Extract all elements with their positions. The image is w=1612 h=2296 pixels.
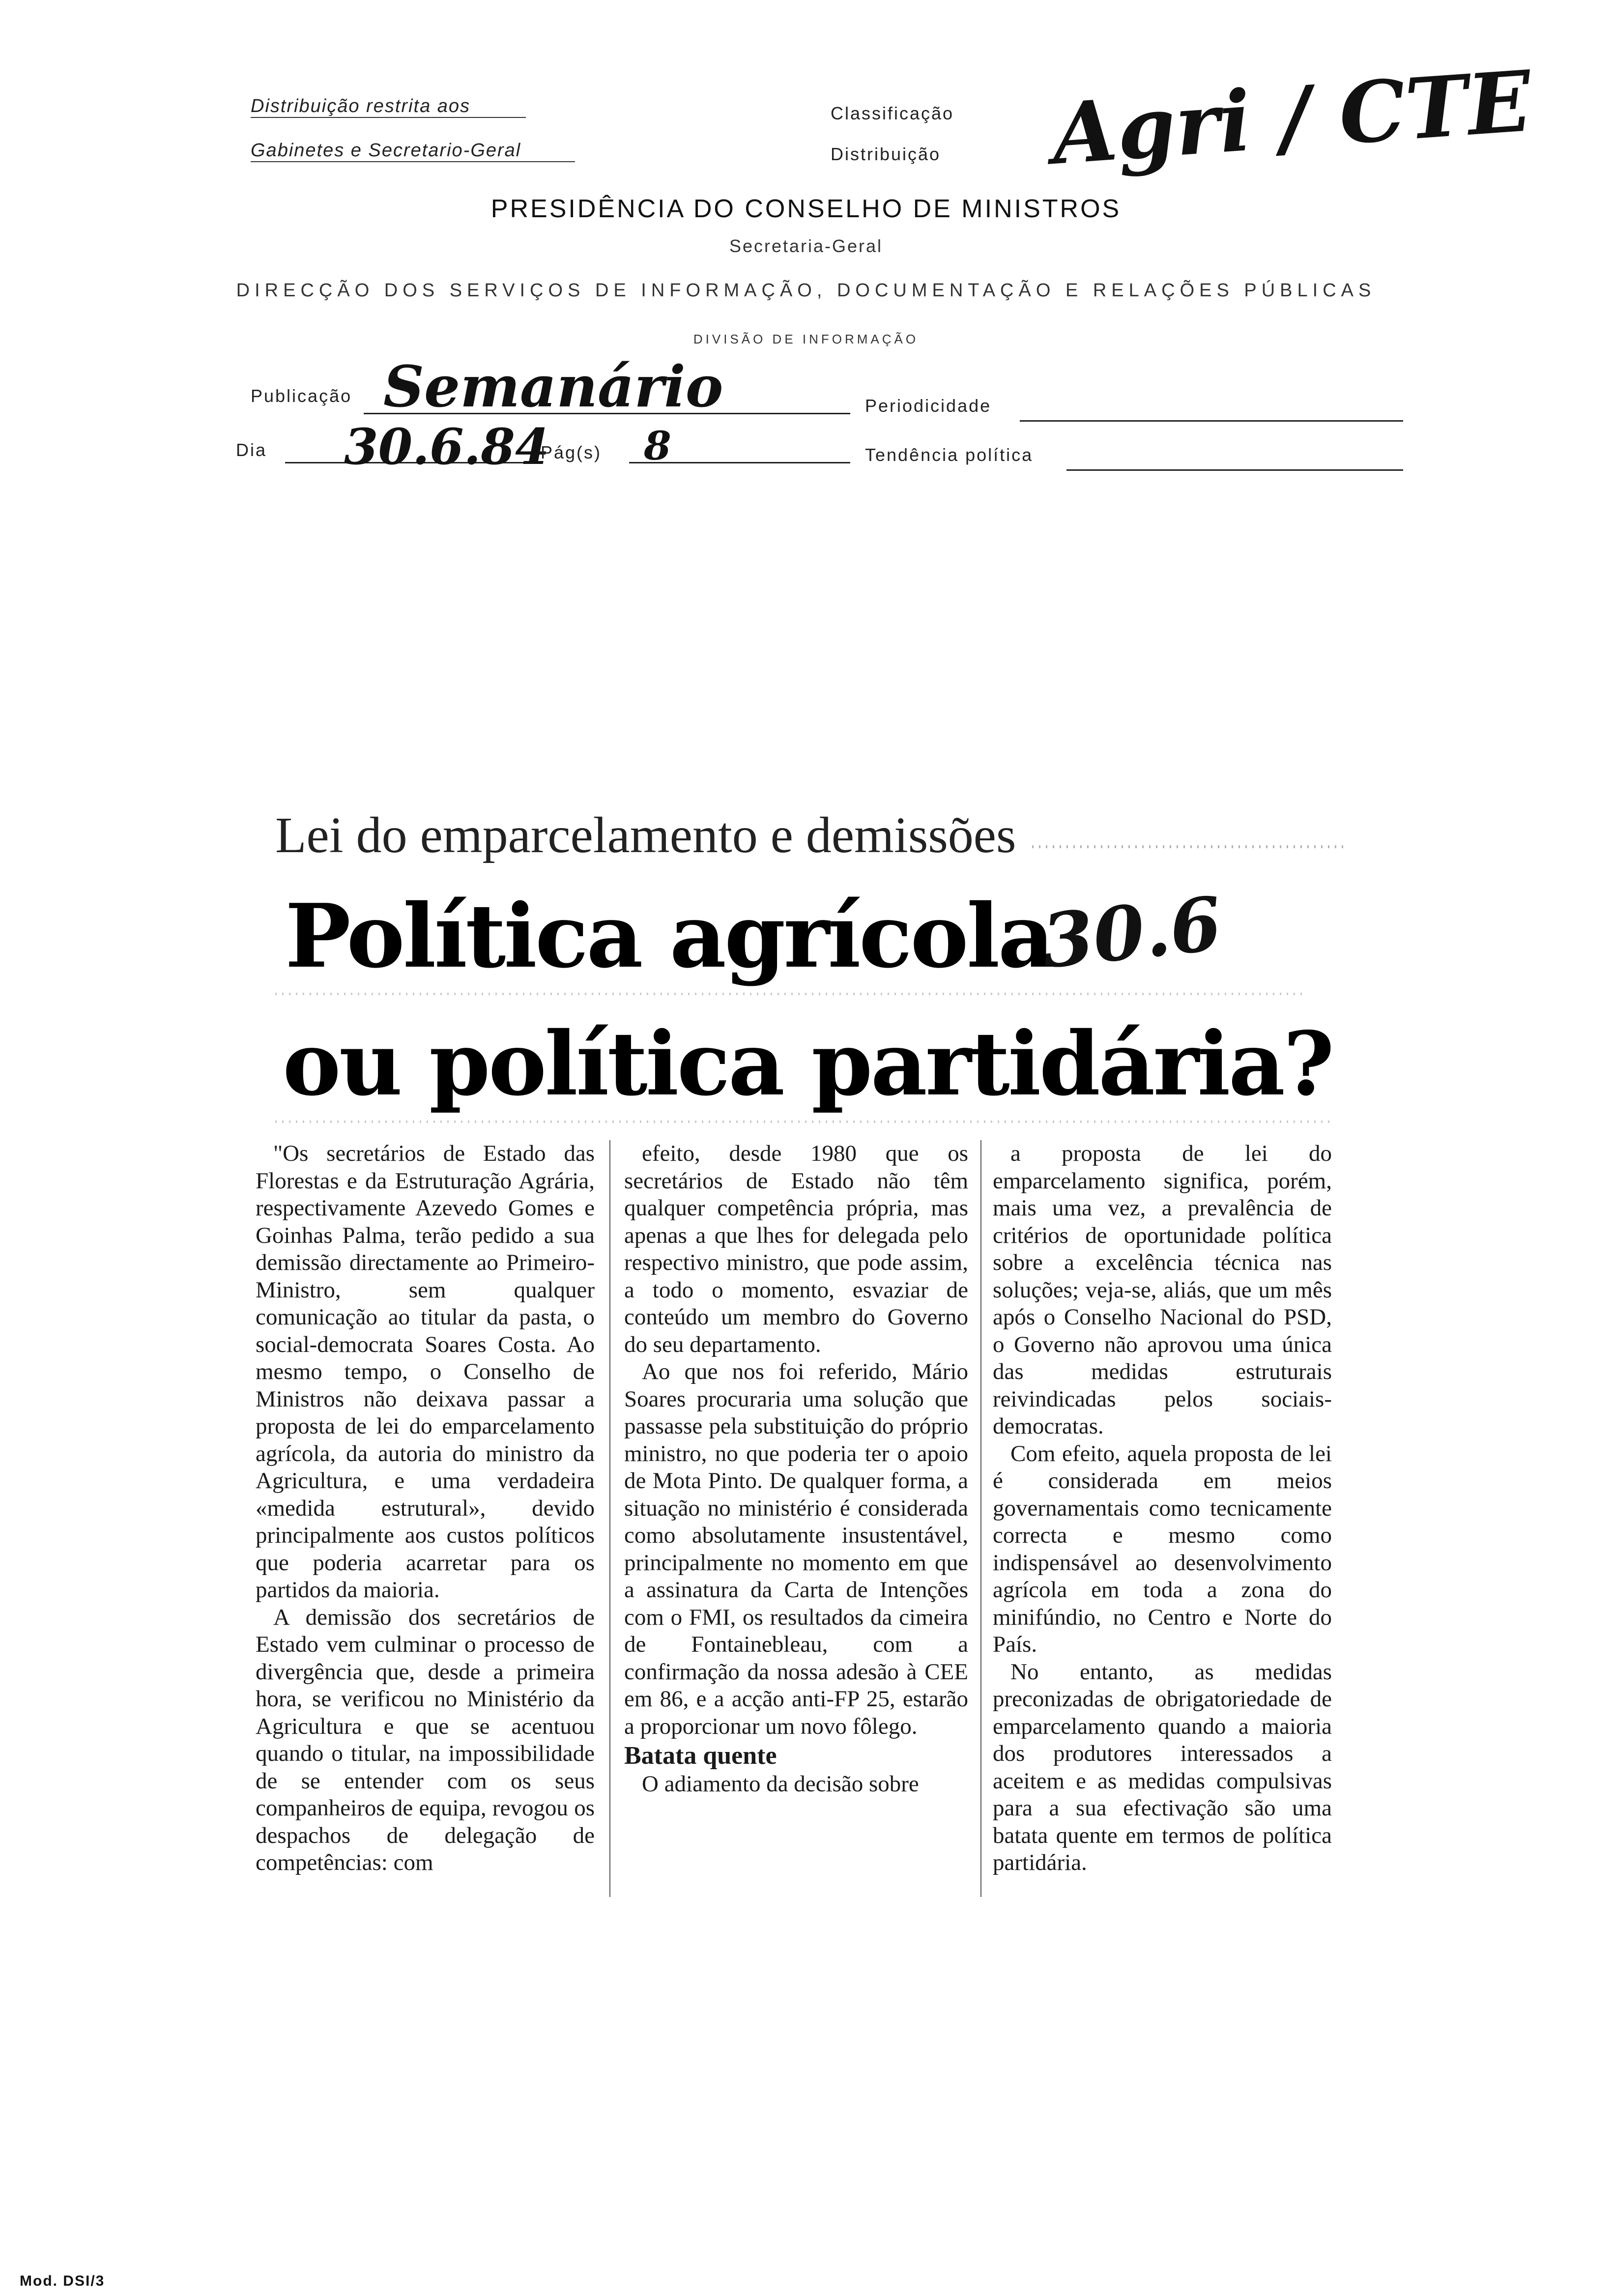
paragraph: A demissão dos secretários de Estado vem culminar o processo de divergência que, desde a primeira hora, se verificou no Ministério da Agricultura e que se acentuou quando o titular, na impossibilidade de se entender com os seus companheiros de equipa, revogou os despachos de delegação de competências: com [256, 1604, 595, 1875]
pags-value: 8 [644, 423, 671, 469]
classificacao-label: Classificação [831, 103, 954, 123]
article-kicker: Lei do emparcelamento e demissões [275, 807, 1016, 863]
headline-line-1: Política agrícola [285, 885, 1053, 987]
pags-label: Pág(s) [541, 442, 602, 462]
publicacao-label: Publicação [251, 386, 352, 406]
distribution-line-2: Gabinetes e Secretario-Geral [251, 140, 575, 162]
distribuicao-label: Distribuição [831, 144, 941, 164]
dia-label: Dia [236, 440, 267, 460]
periodicidade-line [1020, 420, 1403, 422]
headline-line-2: ou política partidária? [283, 1012, 1333, 1115]
paragraph: Com efeito, aquela proposta de lei é considerada em meios governamentais como tecnicamente correcta e mesmo como indispensável ao desenvolvimento agrícola em toda a zona do minifúndio, no Centro e Norte do País. [993, 1440, 1332, 1657]
scan-noise [1032, 845, 1347, 848]
publicacao-value: Semanário [383, 354, 723, 420]
article-column-1 [256, 1140, 595, 1877]
paragraph: a proposta de lei do emparcelamento significa, porém, mais uma vez, a prevalência de critérios de oportunidade política sobre a excelência técnica nas soluções; veja-se, aliás, que um mês após o Conselho Nacional do PSD, o Governo não aprovou uma única das medidas estruturais reivindicadas pelos sociais-democratas. [993, 1141, 1332, 1439]
article-column-2 [624, 1140, 968, 1798]
org-subtitle: Secretaria-Geral [729, 236, 883, 256]
subhead: Batata quente [624, 1742, 777, 1770]
periodicidade-label: Periodicidade [865, 396, 992, 416]
handwritten-date-mark: 30.6 [1037, 880, 1226, 985]
form-model-code: Mod. DSI/3 [20, 2273, 105, 2289]
directorate: DIRECÇÃO DOS SERVIÇOS DE INFORMAÇÃO, DOCUMENTAÇÃO E RELAÇÕES PÚBLICAS [236, 280, 1376, 301]
paragraph: O adiamento da decisão sobre [642, 1771, 919, 1797]
article-column-3 [993, 1140, 1332, 1877]
column-divider [609, 1140, 610, 1897]
paragraph: efeito, desde 1980 que os secretários de Estado não têm qualquer competência própria, mas apenas a que lhes for delegada pelo respectivo ministro, que pode assim, a todo o momento, esvaziar de conteúdo um membro do Governo do seu departamento. [624, 1141, 968, 1357]
tendencia-line [1066, 469, 1403, 471]
distribution-line-1: Distribuição restrita aos [251, 96, 526, 118]
tendencia-label: Tendência política [865, 445, 1034, 465]
division: DIVISÃO DE INFORMAÇÃO [693, 332, 919, 346]
paragraph: No entanto, as medidas preconizadas de obrigatoriedade de emparcelamento quando a maioria dos produtores interessados a aceitem e as medidas compulsivas para a sua efectivação são uma batata quente em termos de política partidária. [993, 1659, 1332, 1875]
scan-noise [275, 1120, 1332, 1123]
paragraph: "Os secretários de Estado das Florestas e da Estruturação Agrária, respectivamente Azevedo Gomes e Goinhas Palma, terão pedido a sua demissão directamente ao Primeiro-Ministro, sem qualquer comunicação ao titular da pasta, o social-democrata Soares Costa. Ao mesmo tempo, o Conselho de Ministros não deixava passar a proposta de lei do emparcelamento agrícola, da autoria do ministro da Agricultura, e uma verdadeira «medida estrutural», devido principalmente aos custos políticos que poderia acarretar para os partidos da maioria. [256, 1141, 595, 1603]
scan-noise [275, 993, 1307, 995]
column-divider [980, 1140, 981, 1897]
handwritten-routing: Agri / CTE [1049, 52, 1535, 184]
dia-value: 30.6.84 [344, 418, 549, 476]
org-title: PRESIDÊNCIA DO CONSELHO DE MINISTROS [490, 195, 1122, 223]
paragraph: Ao que nos foi referido, Mário Soares procuraria uma solução que passasse pela substituição do próprio ministro, no que poderia ter o apoio de Mota Pinto. De qualquer forma, a situação no ministério é considerada como absolutamente insustentável, principalmente no momento em que a assinatura da Carta de Intenções com o FMI, os resultados da cimeira de Fontainebleau, com a confirmação da nossa adesão à CEE em 86, e a acção anti-FP 25, estarão a proporcionar um novo fôlego. [624, 1359, 968, 1739]
